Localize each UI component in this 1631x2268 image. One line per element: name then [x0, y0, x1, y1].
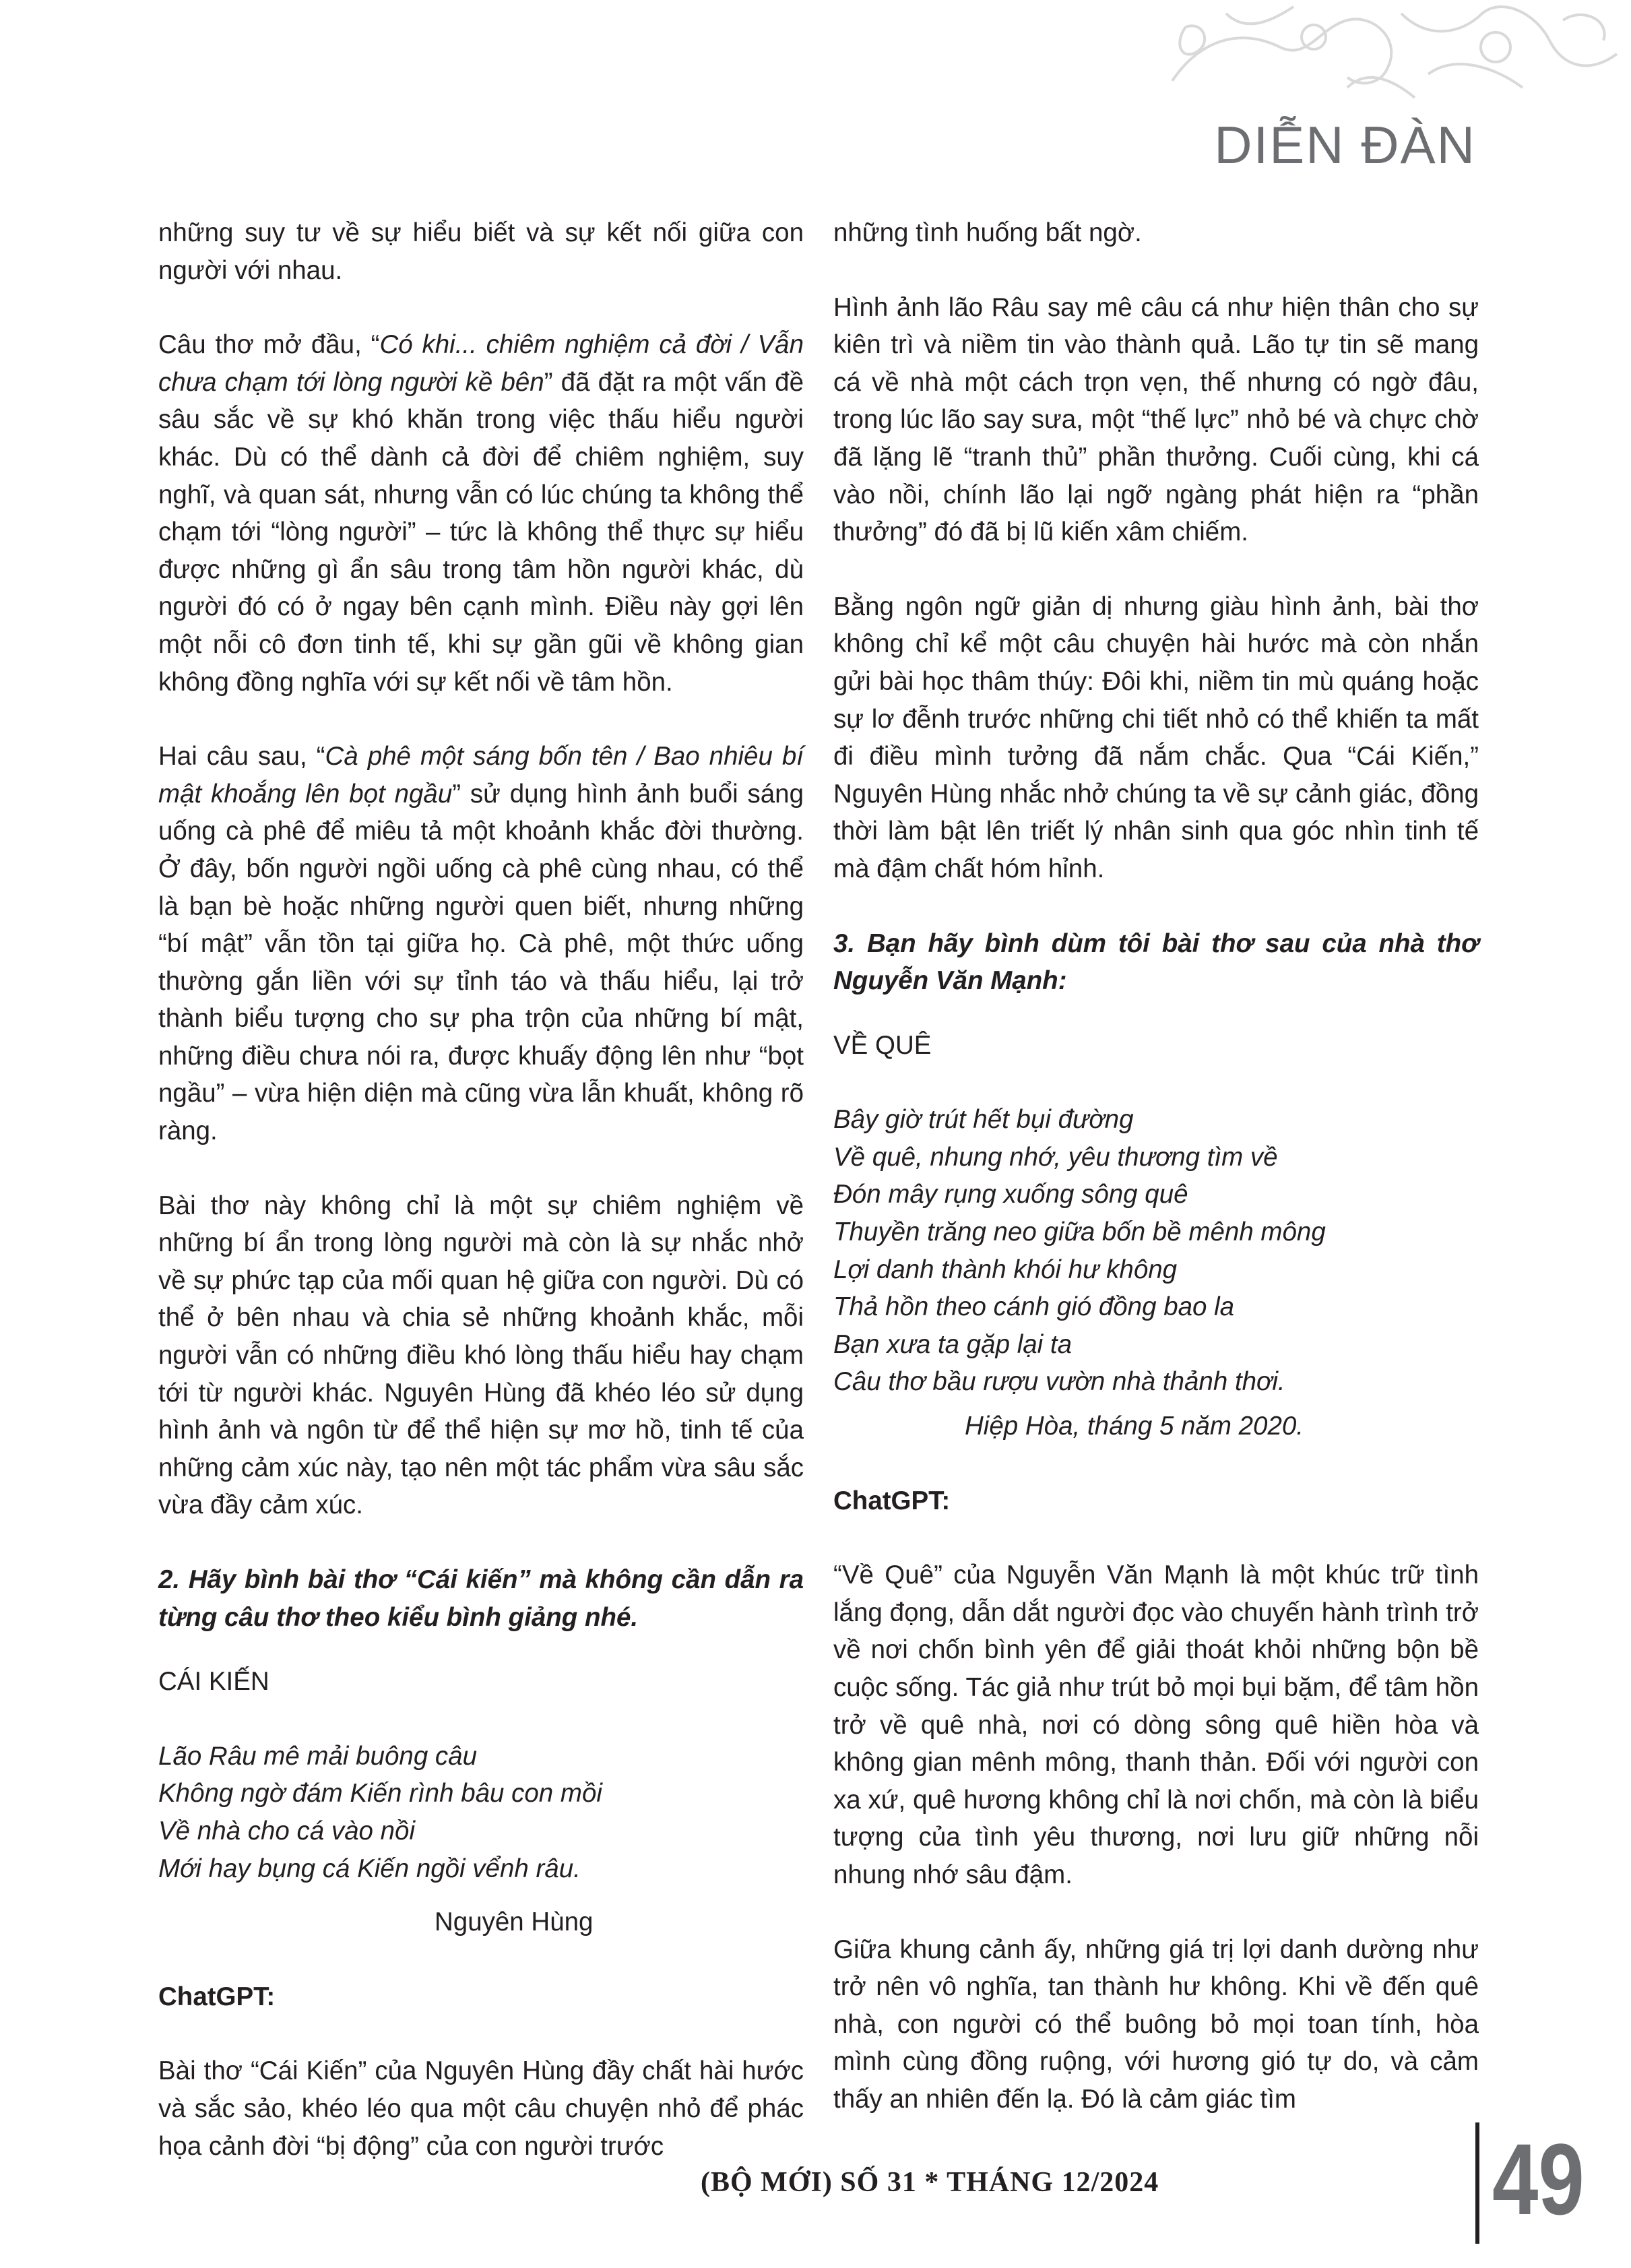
- poem-line: Về quê, nhung nhớ, yêu thương tìm về: [833, 1142, 1278, 1172]
- paragraph: Câu thơ mở đầu, “Có khi... chiêm nghiệm cả đời / Vẫn chưa chạm tới lòng người kề bên” đã đặt ra một vấn đề sâu sắc về sự khó khăn trong việc thấu hiểu người khác. Dù có thể dành cả đời để chiêm nghiệm, suy nghĩ, và quan sát, nhưng vẫn có lúc chúng ta không thể chạm tới “lòng người” – tức là không thể thực sự hiểu được những gì ẩn sâu trong tâm hồn người khác, dù người đó có ở ngay bên cạnh mình. Điều này gợi lên một nỗi cô đơn tinh tế, khi sự gần gũi về không gian không đồng nghĩa với sự kết nối về tâm hồn.: [158, 330, 804, 697]
- right-column: [833, 214, 1479, 2118]
- dragon-ornament: [1145, 0, 1631, 101]
- poem-line: Lợi danh thành khói hư không: [833, 1255, 1178, 1284]
- poem-line: Câu thơ bầu rượu vườn nhà thảnh thơi.: [833, 1367, 1285, 1397]
- left-column: [158, 214, 804, 2165]
- chatgpt-label: ChatGPT:: [833, 1486, 951, 1515]
- poem: [833, 1101, 1479, 1401]
- poem-title: CÁI KIẾN: [158, 1667, 269, 1697]
- paragraph: “Về Quê” của Nguyễn Văn Mạnh là một khúc trữ tình lắng đọng, dẫn dắt người đọc vào chuyến hành trình trở về nơi chốn bình yên để giải thoát khỏi những bộn bề cuộc sống. Tác giả như trút bỏ mọi bụi bặm, để tâm hồn trở về quê nhà, nơi có dòng sông quê hiền hòa và không gian mênh mông, thanh thản. Đối với người con xa xứ, quê hương không chỉ là nơi chốn, mà còn là biểu tượng của tình yêu thương, nơi lưu giữ những nỗi nhung nhớ sâu đậm.: [833, 1561, 1479, 1889]
- poem-line: Đón mây rụng xuống sông quê: [833, 1180, 1188, 1209]
- paragraph: những suy tư về sự hiểu biết và sự kết nối giữa con người với nhau.: [158, 218, 804, 285]
- poem-line: Thuyền trăng neo giữa bốn bề mênh mông: [833, 1218, 1326, 1247]
- paragraph: Bài thơ “Cái Kiến” của Nguyên Hùng đầy chất hài hước và sắc sảo, khéo léo qua một câu chuyện nhỏ để phác họa cảnh đời “bị động” của con người trước: [158, 2056, 804, 2161]
- poem-line: Thả hồn theo cánh gió đồng bao la: [833, 1292, 1235, 1322]
- poem-place-date: Hiệp Hòa, tháng 5 năm 2020.: [965, 1412, 1304, 1441]
- poem-title: VỀ QUÊ: [833, 1030, 932, 1060]
- paragraph: những tình huống bất ngờ.: [833, 218, 1142, 247]
- paragraph: Giữa khung cảnh ấy, những giá trị lợi danh dường như trở nên vô nghĩa, tan thành hư không. Khi về đến quê nhà, con người có thể buông bỏ mọi toan tính, hòa mình cùng đồng ruộng, với hương gió tự do, và cảm thấy an nhiên đến lạ. Đó là cảm giác tìm: [833, 1934, 1479, 2114]
- poem-line: Mới hay bụng cá Kiến ngồi vểnh râu.: [158, 1854, 581, 1883]
- poem-author: Nguyên Hùng: [435, 1908, 594, 1937]
- poem-line: Không ngờ đám Kiến rình bâu con mồi: [158, 1779, 602, 1808]
- paragraph: Bằng ngôn ngữ giản dị nhưng giàu hình ảnh, bài thơ không chỉ kể một câu chuyện hài hước mà còn nhắn gửi bài học thâm thúy: Đôi khi, niềm tin mù quáng hoặc sự lơ đễnh trước những chi tiết nhỏ có thể khiến ta mất đi điều mình tưởng đã nắm chắc. Qua “Cái Kiến,” Nguyên Hùng nhắc nhở chúng ta về sự cảnh giác, đồng thời làm bật lên triết lý nhân sinh qua góc nhìn tinh tế mà đậm chất hóm hỉnh.: [833, 592, 1479, 883]
- poem: [158, 1738, 804, 1887]
- poem-line: Lão Râu mê mải buông câu: [158, 1741, 477, 1771]
- poem-line: Bạn xưa ta gặp lại ta: [833, 1329, 1073, 1359]
- section-title: DIỄN ĐÀN: [1214, 115, 1476, 175]
- poem-line: Bây giờ trút hết bụi đường: [833, 1105, 1134, 1135]
- poem-line: Về nhà cho cá vào nồi: [158, 1816, 415, 1846]
- page-number: 49: [1492, 2122, 1585, 2236]
- paragraph: Hai câu sau, “Cà phê một sáng bốn tên / Bao nhiêu bí mật khoắng lên bọt ngầu” sử dụng hình ảnh buổi sáng uống cà phê để miêu tả một khoảnh khắc đời thường. Ở đây, bốn người ngồi uống cà phê cùng nhau, có thể là bạn bè hoặc những người quen biết, nhưng những “bí mật” vẫn tồn tại giữa họ. Cà phê, một thức uống thường gắn liền với sự tỉnh táo và thấu hiểu, lại trở thành biểu tượng cho sự pha trộn của những bí mật, những điều chưa nói ra, được khuấy động lên như “bọt ngầu” – vừa hiện diện mà cũng vừa lẫn khuất, không rõ ràng.: [158, 742, 804, 1146]
- issue-footer: (BỘ MỚI) SỐ 31 * THÁNG 12/2024: [701, 2167, 1159, 2198]
- paragraph: Hình ảnh lão Râu say mê câu cá như hiện thân cho sự kiên trì và niềm tin vào thành quả. Lão tự tin sẽ mang cá về nhà một cách trọn vẹn, thế nhưng có ngờ đâu, trong lúc lão say sưa, một “thế lực” nhỏ bé và chực chờ đã lặng lẽ “tranh thủ” phần thưởng. Cuối cùng, khi cá vào nồi, chính lão lại ngỡ ngàng phát hiện ra “phần thưởng” đó đã bị lũ kiến xâm chiếm.: [833, 292, 1479, 547]
- question-heading: 2. Hãy bình bài thơ “Cái kiến” mà không cần dẫn ra từng câu thơ theo kiểu bình giảng nhé.: [158, 1565, 804, 1632]
- question-heading: 3. Bạn hãy bình dùm tôi bài thơ sau của nhà thơ Nguyễn Văn Mạnh:: [833, 928, 1479, 996]
- paragraph: Bài thơ này không chỉ là một sự chiêm nghiệm về những bí ẩn trong lòng người mà còn là sự nhắc nhở về sự phức tạp của mối quan hệ giữa con người. Dù có thể ở bên nhau và chia sẻ những khoảnh khắc, mỗi người vẫn có những điều khó lòng thấu hiểu hay chạm tới từ người khác. Nguyên Hùng đã khéo léo sử dụng hình ảnh và ngôn từ để thể hiện sự mơ hồ, tinh tế của những cảm xúc này, tạo nên một tác phẩm vừa sâu sắc vừa đầy cảm xúc.: [158, 1191, 804, 1520]
- footer-divider: [1475, 2122, 1479, 2244]
- chatgpt-label: ChatGPT:: [158, 1982, 276, 2011]
